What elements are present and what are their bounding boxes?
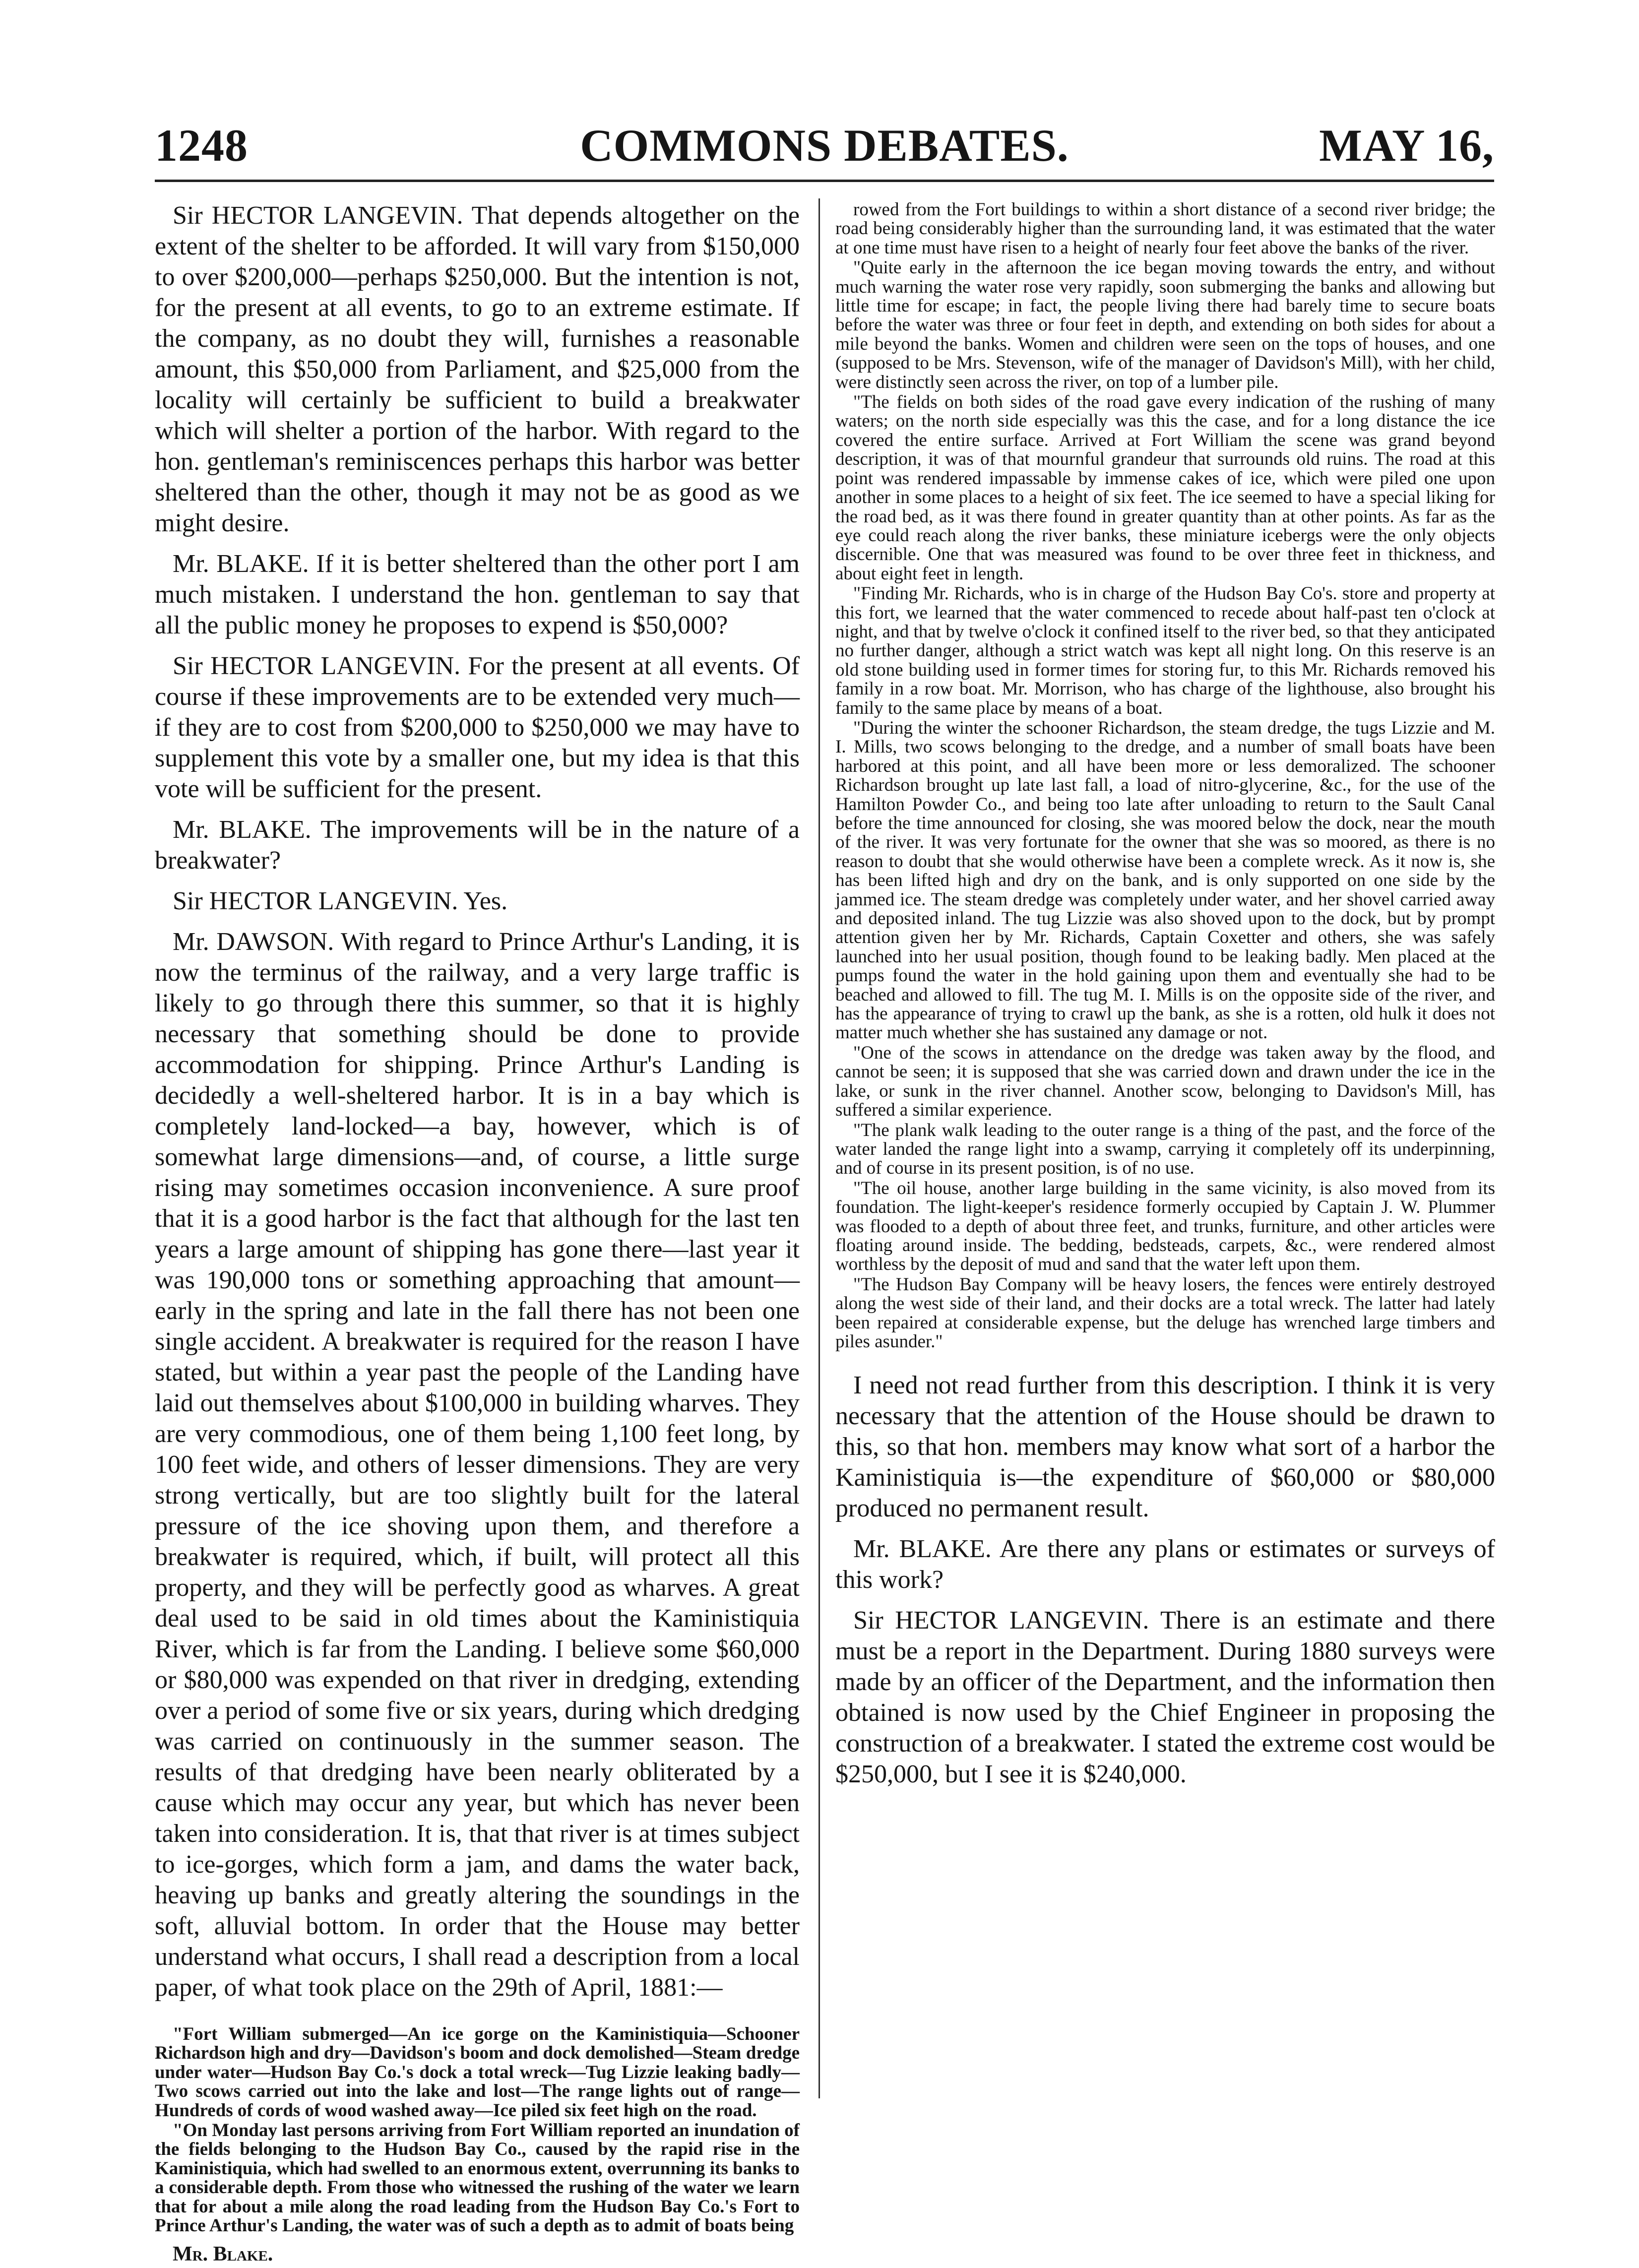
newspaper-quote-paragraph: "One of the scows in attendance on the dredge was taken away by the flood, and cannot be seen; it is supposed that she was carried down and drawn under the ice in the lake, or sunk in the river channel. Another scow, belonging to Davidson's Mill, has suffered a similar experience. — [835, 1042, 1495, 1121]
speech-langevin-1: Sir HECTOR LANGEVIN. That depends altogether on the extent of the shelter to be afforded. It will vary from $150,000 to over $200,000—perhaps $250,000. But the intention is not, for the present at all events, to go to an extreme estimate. If the company, as no doubt they will, furnishes a reasonable amount, this $50,000 from Parliament, and $25,000 from the locality will certainly be sufficient to build a breakwater which will shelter a portion of the harbor. With regard to the hon. gentleman's reminiscences perhaps this harbor was better sheltered than the other, though it may not be as good as we might desire. — [155, 201, 800, 537]
page-date: MAY 16, — [1319, 120, 1494, 171]
speech-dawson: Mr. DAWSON. With regard to Prince Arthur's Landing, it is now the terminus of the railway, and a very large traffic is likely to go through there this summer, so that it is highly necessary that something should be done to provide accommodation for shipping. Prince Arthur's Landing is decidedly a well-sheltered harbor. It is in a bay which is completely land-locked—a bay, however, which is of somewhat large dimensions—and, of course, a little surge rising may sometimes occasion inconvenience. A sure proof that it is a good harbor is the fact that although for the last ten years a large amount of shipping has gone there—last year it was 190,000 tons or something approaching that amount—early in the spring and late in the fall there has not been one single accident. A breakwater is required for the reason I have stated, but within a year past the people of the Landing have laid out themselves about $100,000 in building wharves. They are very commodious, one of them being 1,100 feet long, by 100 feet wide, and others of lesser dimensions. They are very strong vertically, but are too slightly built for the lateral pressure of the ice shoving upon them, and therefore a breakwater is required, which, if built, will protect all this property, and they will be perfectly good as wharves. A great deal used to be said in old times about the Kaministiquia River, which is far from the Landing. I believe some $60,000 or $80,000 was expended on that river in dredging, extending over a period of some five or six years, during which dredging was carried on continuously in the summer season. The results of that dredging have been nearly obliterated by a cause which may occur any year, but which has never been taken into consideration. It is, that that river is at times subject to ice-gorges, which form a jam, and dams the water back, heaving up banks and greatly altering the soundings in the soft, alluvial bottom. In order that the House may better understand what occurs, I shall read a description from a local paper, of what took place on the 29th of April, 1881:— — [155, 928, 800, 2002]
left-column — [155, 200, 800, 2268]
newspaper-quote-paragraph: "The fields on both sides of the road gave every indication of the rushing of many waters; on the north side especially was this the case, and for a long distance the ice covered the entire surface. Arrived at Fort William the scene was grand beyond description, it was of that mournful grandeur that surrounds old ruins. The road at this point was rendered impassable by immense cakes of ice, which were piled one upon another in some places to a height of six feet. The ice seemed to have a special liking for the road bed, as it was there found in greater quantity than at other points. As far as the eye could reach along the river banks, these miniature icebergs were the only objects discernible. One that was measured was found to be over three feet in thickness, and about eight feet in length. — [835, 392, 1495, 584]
newspaper-quote-paragraph: "During the winter the schooner Richardson, the steam dredge, the tugs Lizzie and M. I. Mills, two scows belonging to the dredge, and a number of small boats have been harbored at this point, and all have been more or less demoralized. The schooner Richardson brought up late last fall, a load of nitro-glycerine, &c., for the use of the Hamilton Powder Co., and being too late after unloading to return to the Sault Canal before the time announced for closing, she was moored below the dock, near the mouth of the river. It was very fortunate for the owner that she was so moored, as there is no reason to doubt that she would otherwise have been a complete wreck. As it now is, she has been lifted high and dry on the bank, and is only supported on one side by the jammed ice. The steam dredge was completely under water, and her shovel carried away and deposited inland. The tug Lizzie was also shoved upon to the dock, but by prompt attention given her by Mr. Richards, Captain Coxetter and others, she was safely launched into her usual position, though found to be leaking badly. Men placed at the pumps found the water in the hold gaining upon them and eventually she had to be beached and allowed to fill. The tug M. I. Mills is on the opposite side of the river, and has the appearance of trying to crawl up the bank, as she is a rotten, old hulk it does not matter much whether she has sustained any damage or not. — [835, 717, 1495, 1043]
speech-langevin-4: Sir HECTOR LANGEVIN. There is an estimate and there must be a report in the Department. During 1880 surveys were made by an officer of the Department, and the information then obtained is now used by the Chief Engineer in proposing the construction of a breakwater. I stated the extreme cost would be $250,000, but I see it is $240,000. — [835, 1606, 1495, 1789]
column-divider — [819, 198, 820, 2098]
newspaper-quote-continued: rowed from the Fort buildings to within a short distance of a second river bridge; the road being considerably higher than the surrounding land, it was estimated that the water at one time must have risen to a height of nearly four feet above the banks of the river. — [835, 199, 1495, 258]
newspaper-quote-paragraph: "The oil house, another large building in the same vicinity, is also moved from its foundation. The light-keeper's residence formerly occupied by Captain J. W. Plummer was flooded to a depth of about three feet, and trunks, furniture, and other articles were floating around inside. The bedding, bedsteads, carpets, &c., were rendered almost worthless by the deposit of mud and sand that the water left upon them. — [835, 1178, 1495, 1275]
speech-langevin-2: Sir HECTOR LANGEVIN. For the present at all events. Of course if these improvements are to be extended very much—if they are to cost from $200,000 to $250,000 we may have to supplement this vote by a smaller one, but my idea is that this vote will be sufficient for the present. — [155, 652, 800, 803]
publication-title: COMMONS DEBATES. — [580, 120, 1069, 171]
speech-blake-3: Mr. BLAKE. Are there any plans or estimates or surveys of this work? — [835, 1535, 1495, 1594]
speech-blake-1: Mr. BLAKE. If it is better sheltered than the other port I am much mistaken. I understand the hon. gentleman to say that all the public money he proposes to expend is $50,000? — [155, 550, 800, 639]
catchword: Mr. Blake. — [173, 2243, 273, 2266]
newspaper-quote-paragraph: "On Monday last persons arriving from Fort William reported an inundation of the fields belonging to the Hudson Bay Co., caused by the rapid rise in the Kaministiquia, which had swelled to an enormous extent, overrunning its banks to a considerable depth. From those who witnessed the rushing of the water we learn that for about a mile along the road leading from the Hudson Bay Co.'s Fort to Prince Arthur's Landing, the water was of such a depth as to admit of boats being — [155, 2120, 800, 2236]
newspaper-quote-headline: "Fort William submerged—An ice gorge on the Kaministiquia—Schooner Richardson high and dry—Davidson's boom and dock demolished—Steam dredge under water—Hudson Bay Co.'s dock a total wreck—Tug Lizzie leaking badly—Two scows carried out into the lake and lost—The range lights out of range—Hundreds of cords of wood washed away—Ice piled six feet high on the road. — [155, 2024, 800, 2121]
newspaper-quote-paragraph: "Quite early in the afternoon the ice began moving towards the entry, and without much warning the water rose very rapidly, soon submerging the banks and allowing but little time for escape; in fact, the people living there had barely time to secure boats before the water was three or four feet in depth, and extending on both sides for about a mile beyond the banks. Women and children were seen on the tops of houses, and one (supposed to be Mrs. Stevenson, wife of the manager of Davidson's Mill), with her child, were distinctly seen across the river, on top of a lumber pile. — [835, 257, 1495, 392]
speech-blake-2: Mr. BLAKE. The improvements will be in the nature of a breakwater? — [155, 816, 800, 875]
page-header — [155, 118, 1494, 173]
newspaper-quote-paragraph: "The Hudson Bay Company will be heavy losers, the fences were entirely destroyed along the west side of their land, and their docks are a total wreck. The latter had lately been repaired at considerable expense, but the deluge has wrenched large timbers and piles asunder." — [835, 1274, 1495, 1352]
speech-dawson-continued: I need not read further from this description. I think it is very necessary that the attention of the House should be drawn to this, so that hon. members may know what sort of a harbor the Kaministiquia is—the expenditure of $60,000 or $80,000 produced no permanent result. — [835, 1371, 1495, 1523]
newspaper-quote-paragraph: "The plank walk leading to the outer range is a thing of the past, and the force of the water landed the range light into a swamp, carrying it completely off its underpinning, and of course in its present position, is of no use. — [835, 1120, 1495, 1179]
newspaper-quote-paragraph: "Finding Mr. Richards, who is in charge of the Hudson Bay Co's. store and property at this fort, we learned that the water commenced to recede about half-past ten o'clock at night, and that by twelve o'clock it confined itself to the river bed, so that they anticipated no further danger, although a strict watch was kept all night long. On this reserve is an old stone building used in former times for storing fur, to this Mr. Richards removed his family in a row boat. Mr. Morrison, who has charge of the lighthouse, also brought his family to the same place by means of a boat. — [835, 583, 1495, 718]
page-number: 1248 — [155, 120, 248, 171]
header-rule — [155, 180, 1494, 182]
speech-langevin-3: Sir HECTOR LANGEVIN. Yes. — [173, 887, 508, 915]
right-column — [835, 200, 1495, 1800]
